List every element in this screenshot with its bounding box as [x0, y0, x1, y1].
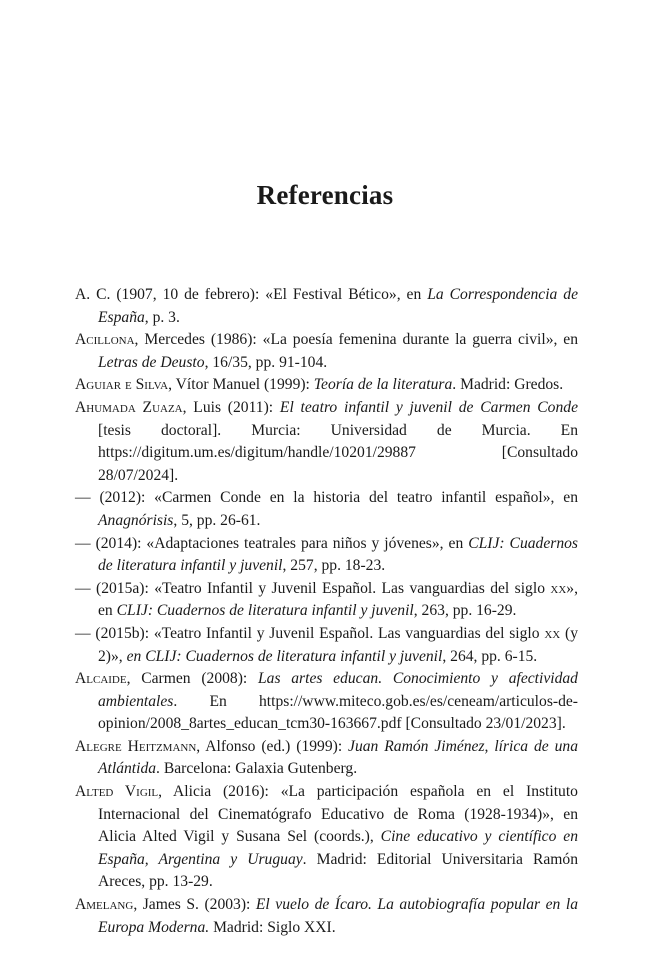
- reference-text: , 16/35, pp. 91-104.: [204, 353, 328, 371]
- reference-title: CLIJ: Cuadernos de literatura infantil y juvenil: [98, 534, 579, 575]
- reference-text: , 264, pp. 6-15.: [442, 647, 538, 665]
- reference-author: Aguiar e Silva: [75, 376, 169, 394]
- reference-title: Las artes educan. Conocimiento y afectividad ambientales: [98, 670, 578, 710]
- reference-text: A. C. (1907, 10 de febrero): «El Festival Bético», en: [75, 286, 428, 303]
- reference-text: Madrid: Siglo XXI.: [209, 918, 336, 936]
- reference-text: (y 2)»,: [98, 624, 578, 665]
- reference-text: (2015a): «Teatro Infantil y Juvenil Español. Las vanguardias del siglo: [96, 579, 551, 597]
- repeat-author-dash: —: [75, 579, 96, 597]
- repeat-author-dash: —: [75, 489, 100, 507]
- reference-author: Ahumada Zuaza: [75, 398, 183, 416]
- reference-text: , Alicia (2016): «La participación española en el Instituto Internacional del Cinematógrafo Educativo de Roma (1928-1934)», en Alicia Alted Vigil y Susana Sel (coords.),: [98, 783, 578, 846]
- reference-author: Alegre Heitzmann: [75, 737, 197, 755]
- repeat-author-dash: —: [75, 624, 96, 642]
- reference-author: Amelang: [75, 896, 134, 914]
- reference-entry: [75, 329, 578, 374]
- reference-text: , Luis (2011):: [182, 398, 280, 416]
- reference-title: El vuelo de Ícaro. La autobiografía popular en la Europa Moderna.: [98, 896, 578, 936]
- reference-entry: [75, 374, 578, 397]
- reference-entry: [75, 781, 578, 894]
- reference-text: , James S. (2003):: [133, 896, 256, 914]
- reference-text: , Alfonso (ed.) (1999):: [196, 737, 349, 755]
- reference-text: , 5, pp. 26-61.: [173, 511, 261, 529]
- reference-title: El teatro infantil y juvenil de Carmen Conde: [279, 398, 578, 416]
- reference-text: (2012): «Carmen Conde en la historia del teatro infantil español», en: [99, 489, 578, 507]
- century-numeral: xx: [544, 624, 561, 642]
- reference-entry: [75, 668, 578, 736]
- reference-text: . Barcelona: Galaxia Gutenberg.: [156, 760, 358, 778]
- reference-entry: [75, 623, 578, 668]
- reference-entry: [75, 533, 578, 578]
- reference-author: Alted Vigil: [75, 783, 159, 801]
- reference-text: . En https://www.miteco.gob.es/es/ceneam/articulos-de-opinion/2008_8artes_educan_tcm30-163667.pdf [Consultado 23/01/2023].: [98, 692, 578, 733]
- reference-list: [75, 284, 578, 939]
- reference-entry: [75, 578, 578, 623]
- century-numeral: xx: [550, 579, 567, 597]
- reference-entry: [75, 284, 578, 329]
- reference-text: (2014): «Adaptaciones teatrales para niños y jóvenes», en: [95, 534, 469, 552]
- reference-text: . Madrid: Gredos.: [452, 376, 564, 394]
- reference-author: Acillona: [75, 331, 135, 349]
- reference-entry: [75, 736, 578, 781]
- reference-text: , 257, pp. 18-23.: [282, 557, 386, 575]
- reference-title: La Correspondencia de España: [98, 286, 579, 326]
- reference-title: Cine educativo y científico en España, Argentina y Uruguay: [98, 828, 578, 868]
- reference-entry: [75, 894, 578, 939]
- reference-text: . Madrid: Editorial Universitaria Ramón Areces, pp. 13-29.: [98, 850, 578, 891]
- reference-text: [tesis doctoral]. Murcia: Universidad de Murcia. En https://digitum.um.es/digitum/handle/10201/29887 [Consultado 28/07/2024].: [98, 421, 578, 484]
- reference-text: », en: [98, 579, 578, 620]
- page-title: Referencias: [256, 180, 394, 210]
- reference-entry: [75, 397, 578, 487]
- reference-text: , Carmen (2008):: [126, 670, 258, 688]
- reference-text: , 263, pp. 16-29.: [413, 602, 517, 620]
- repeat-author-dash: —: [75, 534, 96, 552]
- reference-text: , Mercedes (1986): «La poesía femenina durante la guerra civil», en: [134, 331, 578, 349]
- reference-title: en CLIJ: Cuadernos de literatura infantil y juvenil: [126, 647, 443, 665]
- reference-entry: [75, 487, 578, 532]
- reference-text: , p. 3.: [144, 308, 180, 326]
- reference-text: , Vítor Manuel (1999):: [168, 376, 314, 394]
- reference-author: Alcaide: [75, 670, 127, 688]
- reference-title: Teoría de la literatura: [313, 376, 453, 394]
- reference-text: (2015b): «Teatro Infantil y Juvenil Español. Las vanguardias del siglo: [95, 624, 545, 642]
- reference-title: Juan Ramón Jiménez, lírica de una Atlántida: [98, 737, 578, 778]
- reference-title: Anagnórisis: [98, 511, 174, 529]
- reference-title: CLIJ: Cuadernos de literatura infantil y juvenil: [116, 602, 414, 620]
- reference-title: Letras de Deusto: [98, 353, 205, 371]
